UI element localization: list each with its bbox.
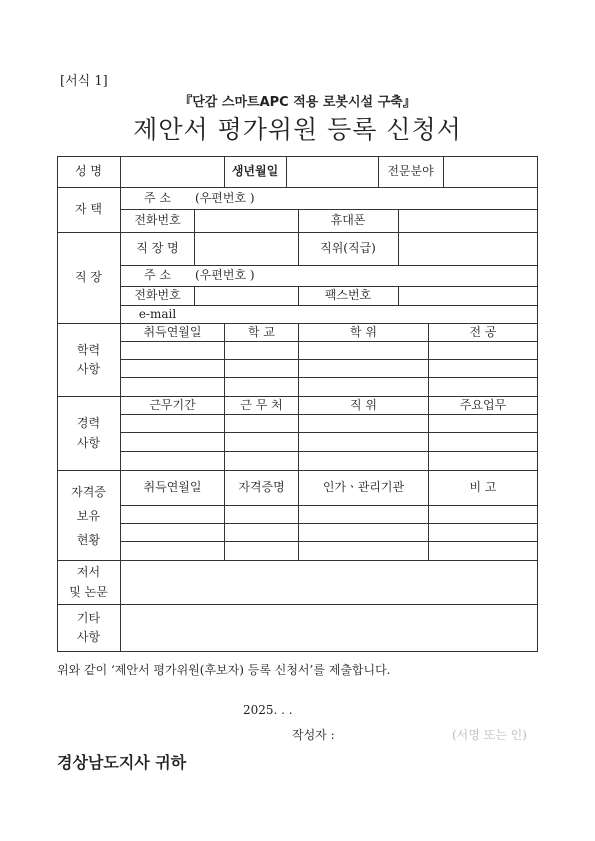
submission-statement: 위와 같이 ‘제안서 평가위원(후보자) 등록 신청서’를 제출합니다. [57, 663, 391, 677]
name-input[interactable] [121, 157, 224, 187]
license-header-date: 취득연월일 [143, 480, 202, 495]
career-header-duties: 주요업무 [459, 397, 507, 412]
license-label: 자격증 보유 현황 [71, 484, 106, 547]
home-address-label: 주 소 [144, 190, 171, 205]
home-phone-input[interactable] [195, 210, 298, 232]
career-label: 경력 사항 [76, 416, 101, 450]
company-name-input[interactable] [195, 233, 298, 265]
author-label: 작성자 : [292, 728, 335, 742]
education-header-school: 학 교 [248, 324, 275, 339]
specialty-label: 전문분야 [387, 164, 434, 179]
email-input[interactable] [195, 306, 537, 323]
birth-date-label: 생년월일 [231, 164, 279, 179]
home-phone-label: 전화번호 [134, 213, 181, 228]
signature-placeholder[interactable]: (서명 또는 인) [452, 728, 527, 742]
license-header-name: 자격증명 [238, 480, 285, 495]
home-postal-code[interactable]: (우편번호 ) [195, 190, 255, 205]
other-label: 기타 사항 [76, 610, 101, 644]
project-subtitle: 『단감 스마트APC 적용 로봇시설 구축』 [179, 95, 416, 110]
birth-date-input[interactable] [287, 157, 378, 187]
education-header-degree: 학 위 [350, 324, 377, 339]
career-header-employer: 근 무 처 [240, 397, 283, 412]
position-input[interactable] [399, 233, 537, 265]
license-header-authority: 인가ㆍ관리기관 [322, 480, 405, 495]
submission-date[interactable]: 2025. . . [243, 703, 293, 717]
home-label: 자 택 [75, 202, 102, 217]
license-header-remarks: 비 고 [469, 480, 497, 495]
fax-label: 팩스번호 [324, 288, 372, 303]
education-header-date: 취득연월일 [143, 324, 202, 339]
education-label: 학력 사항 [76, 342, 101, 376]
position-label: 직위(직급) [320, 241, 376, 256]
publications-input[interactable] [121, 561, 537, 604]
mobile-input[interactable] [399, 210, 537, 232]
mobile-label: 휴대폰 [330, 213, 366, 228]
education-header-major: 전 공 [469, 324, 497, 339]
document-title: 제안서 평가위원 등록 신청서 [133, 115, 462, 144]
email-label: e-mail [138, 306, 177, 321]
career-header-period: 근무기간 [149, 397, 196, 412]
work-phone-input[interactable] [195, 287, 298, 305]
company-name-label: 직 장 명 [136, 241, 179, 256]
workplace-label: 직 장 [75, 270, 102, 285]
other-input[interactable] [121, 605, 537, 651]
form-number-label: [서식 1] [60, 74, 108, 89]
addressee: 경상남도지사 귀하 [57, 753, 187, 772]
work-address-label: 주 소 [144, 268, 171, 283]
publications-label: 저서 및 논문 [69, 565, 108, 599]
work-postal-code[interactable]: (우편번호 ) [195, 268, 255, 283]
work-phone-label: 전화번호 [134, 288, 181, 303]
fax-input[interactable] [399, 287, 537, 305]
specialty-input[interactable] [444, 157, 537, 187]
career-header-position: 직 위 [350, 397, 377, 412]
name-label: 성 명 [75, 164, 102, 179]
